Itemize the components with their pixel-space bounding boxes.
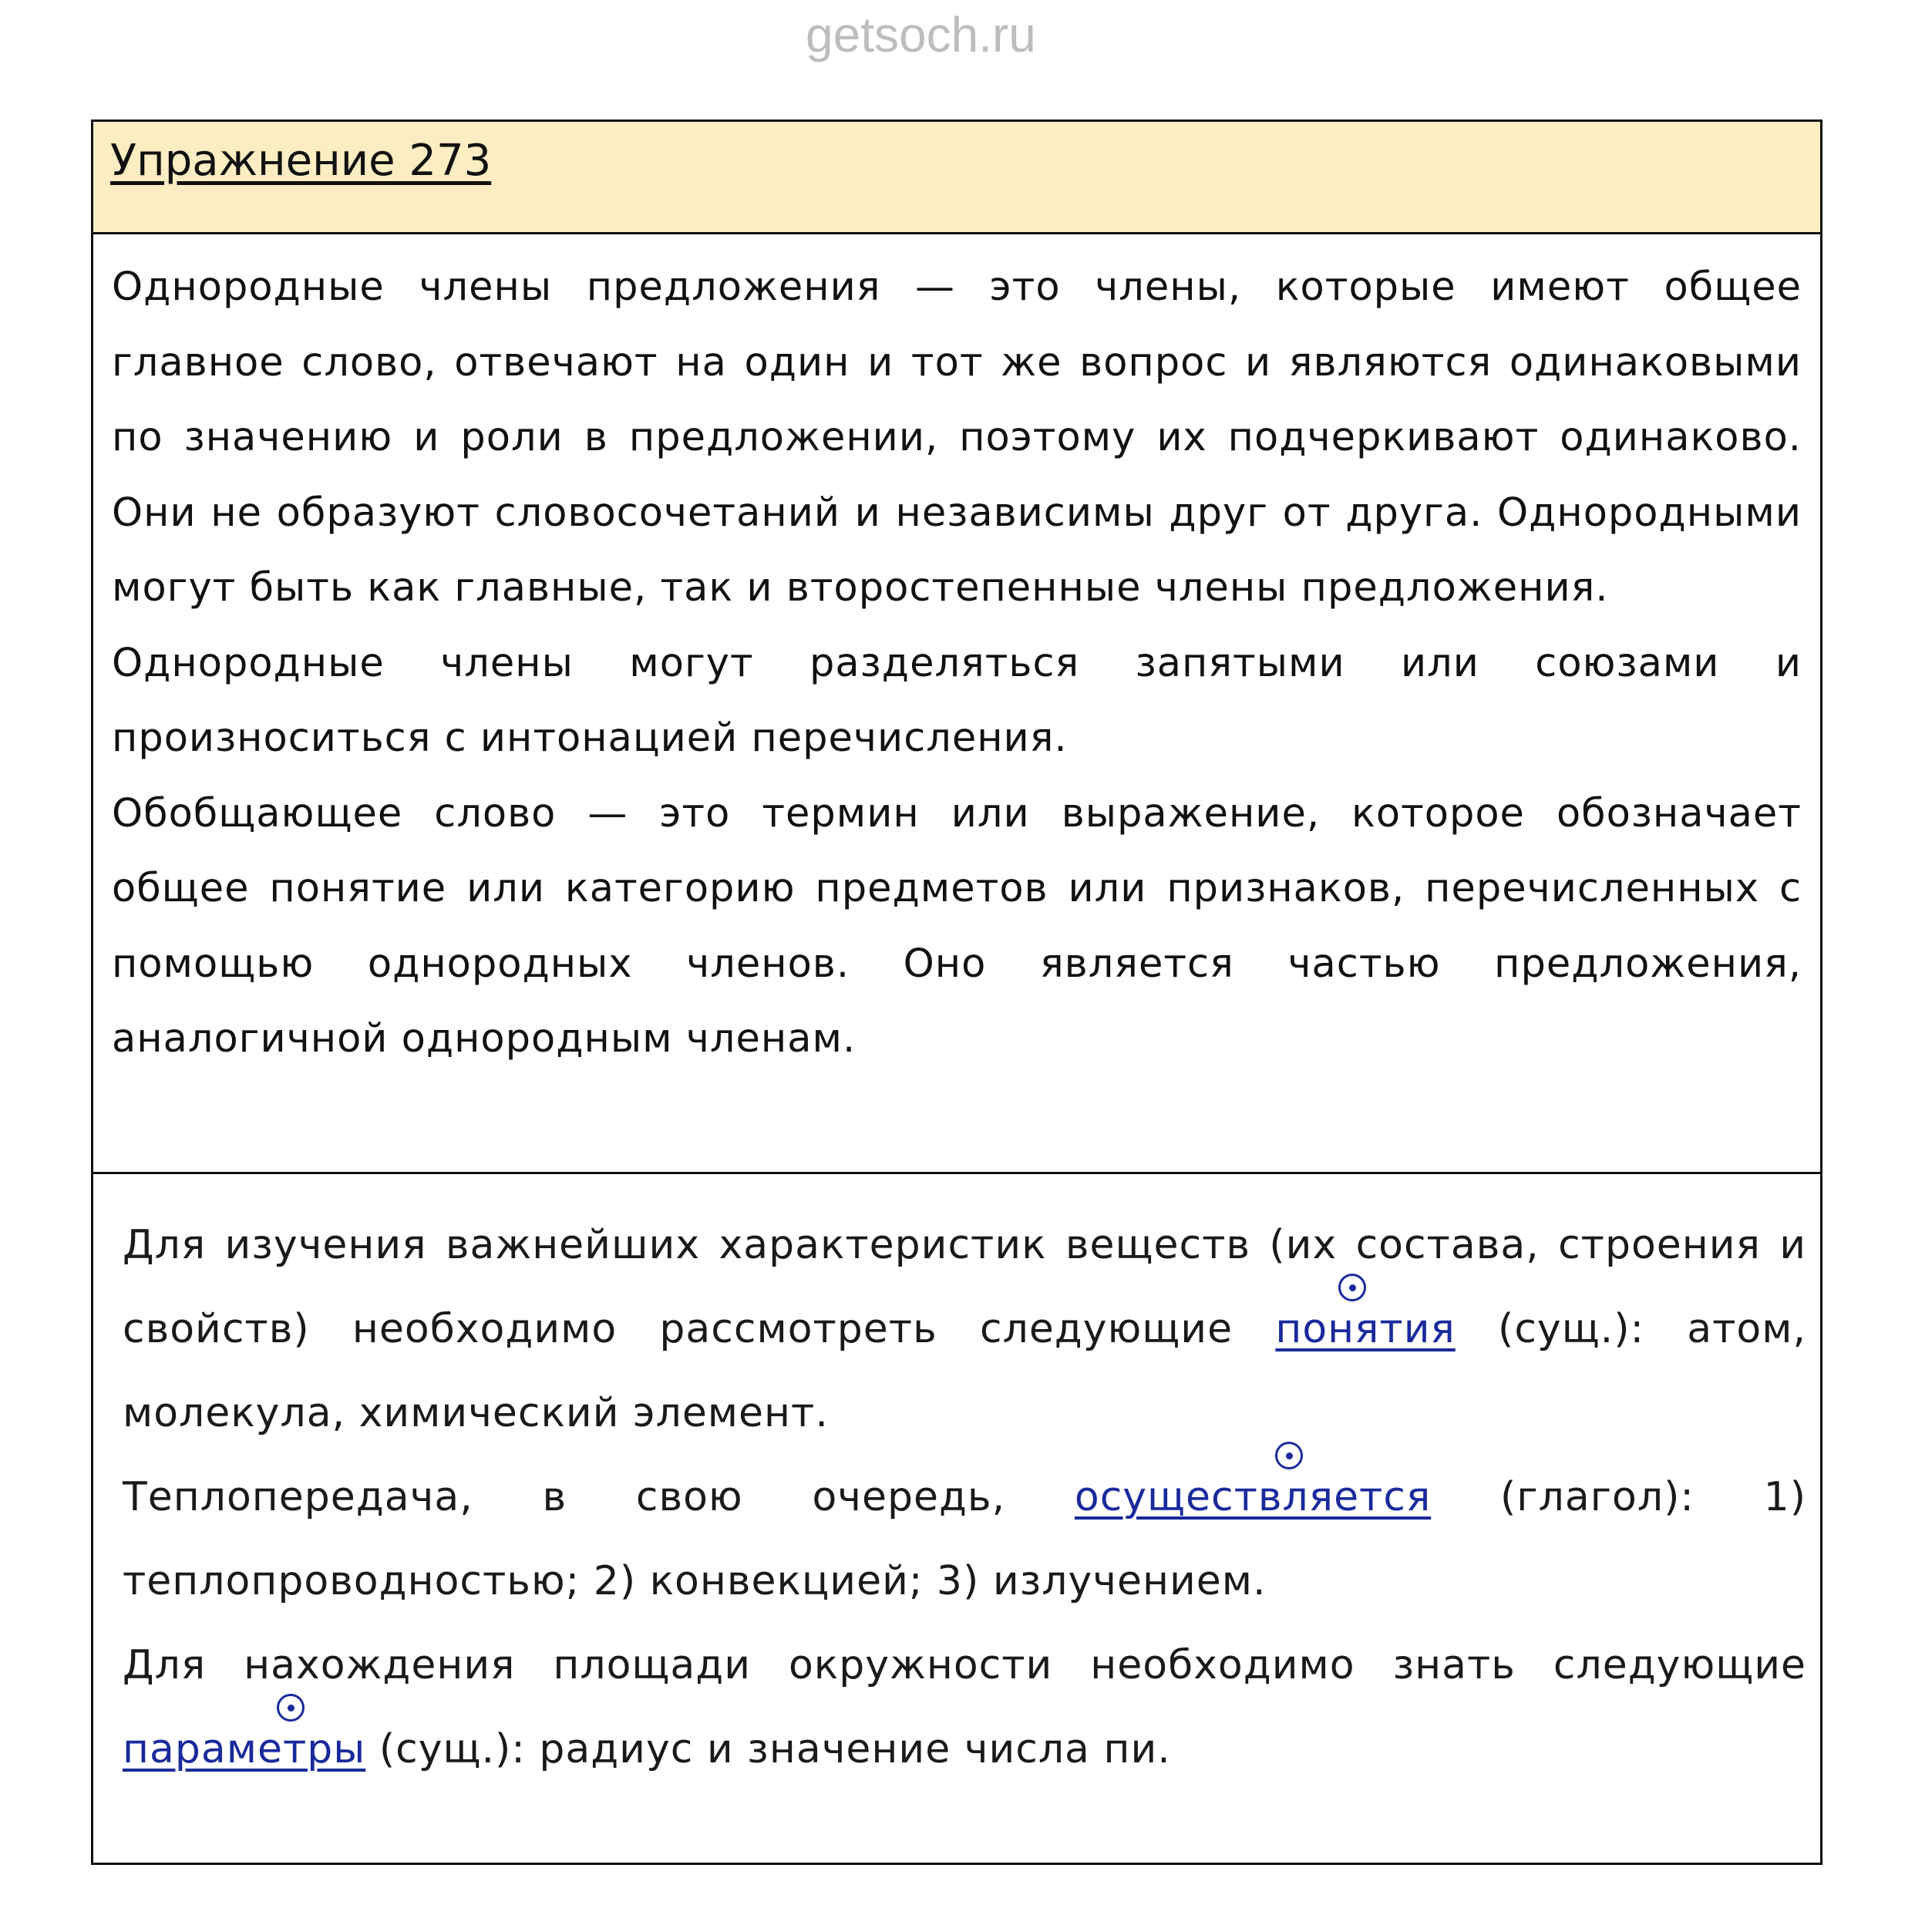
circle-dot-mark-icon	[277, 1694, 305, 1722]
answer-sentence	[123, 1203, 1806, 1456]
circle-dot-mark-icon	[1338, 1274, 1366, 1301]
exercise-title: Упражнение 273	[110, 136, 492, 186]
exercise-header	[93, 122, 1820, 234]
keyword-text: понятия	[1275, 1306, 1456, 1352]
sentence-text: (сущ.): радиус и значение числа пи.	[365, 1726, 1171, 1772]
circle-dot-mark-icon	[1275, 1442, 1303, 1469]
answer-section	[93, 1174, 1820, 1792]
sentence-text: Для изучения важнейших характеристик веществ (их состава, строения и свойств) необходимо рассмотреть следующие	[123, 1222, 1806, 1352]
sentence-text: Теплопередача, в свою очередь,	[123, 1474, 1075, 1520]
theory-paragraph: Однородные члены предложения — это члены, которые имеют общее главное слово, отвечают на один и тот же вопрос и являются одинаковыми по значению и роли в предложении, поэтому их подчеркивают одинаково. Они не образуют словосочетаний и независимы друг от друга. Однородными могут быть как главные, так и второстепенные члены предложения.	[112, 264, 1802, 611]
generalizing-word	[123, 1726, 365, 1772]
answer-sentence	[123, 1456, 1806, 1624]
watermark: getsoch.ru	[806, 7, 1036, 62]
keyword-text: параметры	[123, 1726, 366, 1772]
generalizing-word	[1075, 1474, 1431, 1520]
theory-paragraph: Однородные члены могут разделяться запятыми или союзами и произноситься с интонацией перечисления.	[112, 640, 1802, 761]
answer-sentence	[123, 1624, 1806, 1792]
generalizing-word	[1275, 1306, 1455, 1352]
theory-paragraph: Обобщающее слово — это термин или выражение, которое обозначает общее понятие или категорию предметов или признаков, перечисленных с помощью однородных членов. Оно является частью предложения, аналогичной однородным членам.	[112, 790, 1802, 1062]
theory-section	[93, 234, 1820, 1174]
keyword-text: осуществляется	[1074, 1474, 1432, 1520]
exercise-card	[91, 119, 1822, 1865]
sentence-text: (сущ.): атом, молекула, химический элемент.	[123, 1306, 1806, 1436]
sentence-text: Для нахождения площади окружности необходимо знать следующие	[123, 1642, 1806, 1688]
sentence-text: (глагол): 1) теплопроводностью; 2) конвекцией; 3) излучением.	[123, 1474, 1806, 1604]
